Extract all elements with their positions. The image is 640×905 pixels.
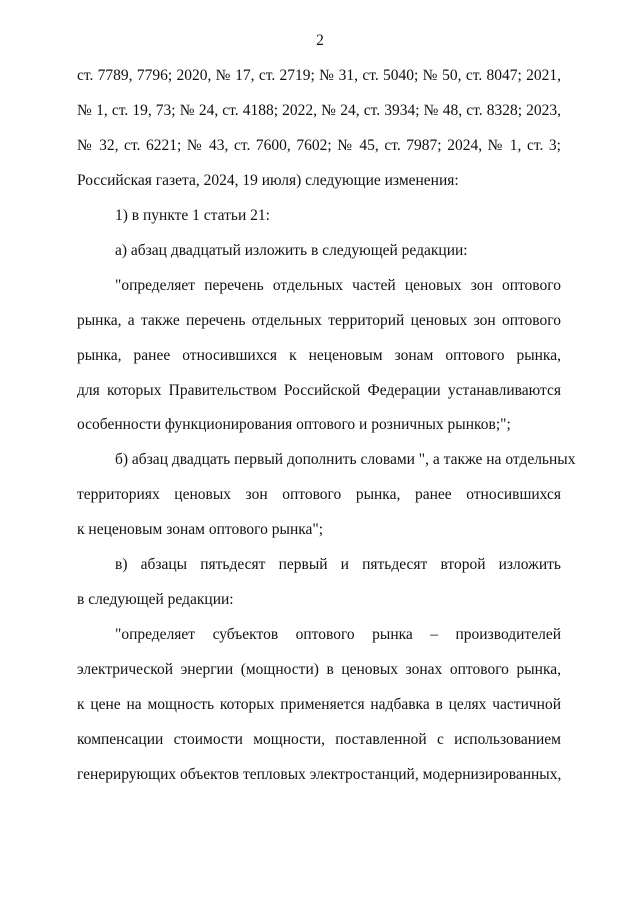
- text-line: ст. 7789, 7796; 2020, № 17, ст. 2719; № 31, ст. 5040; № 50, ст. 8047; 2021,: [77, 67, 561, 84]
- text-line: "определяет перечень отдельных частей ценовых зон оптового: [115, 277, 561, 294]
- text-line: компенсации стоимости мощности, поставленной с использованием: [77, 731, 561, 748]
- text-line: для которых Правительством Российской Федерации устанавливаются: [77, 382, 561, 399]
- text-line: генерирующих объектов тепловых электростанций, модернизированных,: [77, 766, 562, 783]
- page-number: 2: [316, 32, 324, 49]
- text-line: а) абзац двадцатый изложить в следующей редакции:: [115, 242, 468, 259]
- text-line: к цене на мощность которых применяется надбавка в целях частичной: [77, 696, 561, 713]
- text-line: территориях ценовых зон оптового рынка, ранее относившихся: [77, 486, 561, 503]
- text-line: 1) в пункте 1 статьи 21:: [115, 207, 270, 224]
- text-line: в следующей редакции:: [77, 591, 234, 608]
- text-line: особенности функционирования оптового и розничных рынков;";: [77, 416, 511, 433]
- text-line: рынка, а также перечень отдельных территорий ценовых зон оптового: [77, 312, 561, 329]
- text-line: б) абзац двадцать первый дополнить словами ", а также на отдельных: [115, 451, 576, 468]
- text-line: рынка, ранее относившихся к неценовым зонам оптового рынка,: [77, 347, 561, 364]
- text-line: в) абзацы пятьдесят первый и пятьдесят второй изложить: [115, 556, 561, 573]
- text-line: к неценовым зонам оптового рынка";: [77, 521, 324, 538]
- text-line: электрической энергии (мощности) в ценовых зонах оптового рынка,: [77, 661, 561, 678]
- text-line: № 32, ст. 6221; № 43, ст. 7600, 7602; № 45, ст. 7987; 2024, № 1, ст. 3;: [77, 137, 561, 154]
- text-line: Российская газета, 2024, 19 июля) следующие изменения:: [77, 172, 459, 189]
- text-line: "определяет субъектов оптового рынка – производителей: [115, 626, 561, 643]
- text-line: № 1, ст. 19, 73; № 24, ст. 4188; 2022, № 24, ст. 3934; № 48, ст. 8328; 2023,: [77, 102, 561, 119]
